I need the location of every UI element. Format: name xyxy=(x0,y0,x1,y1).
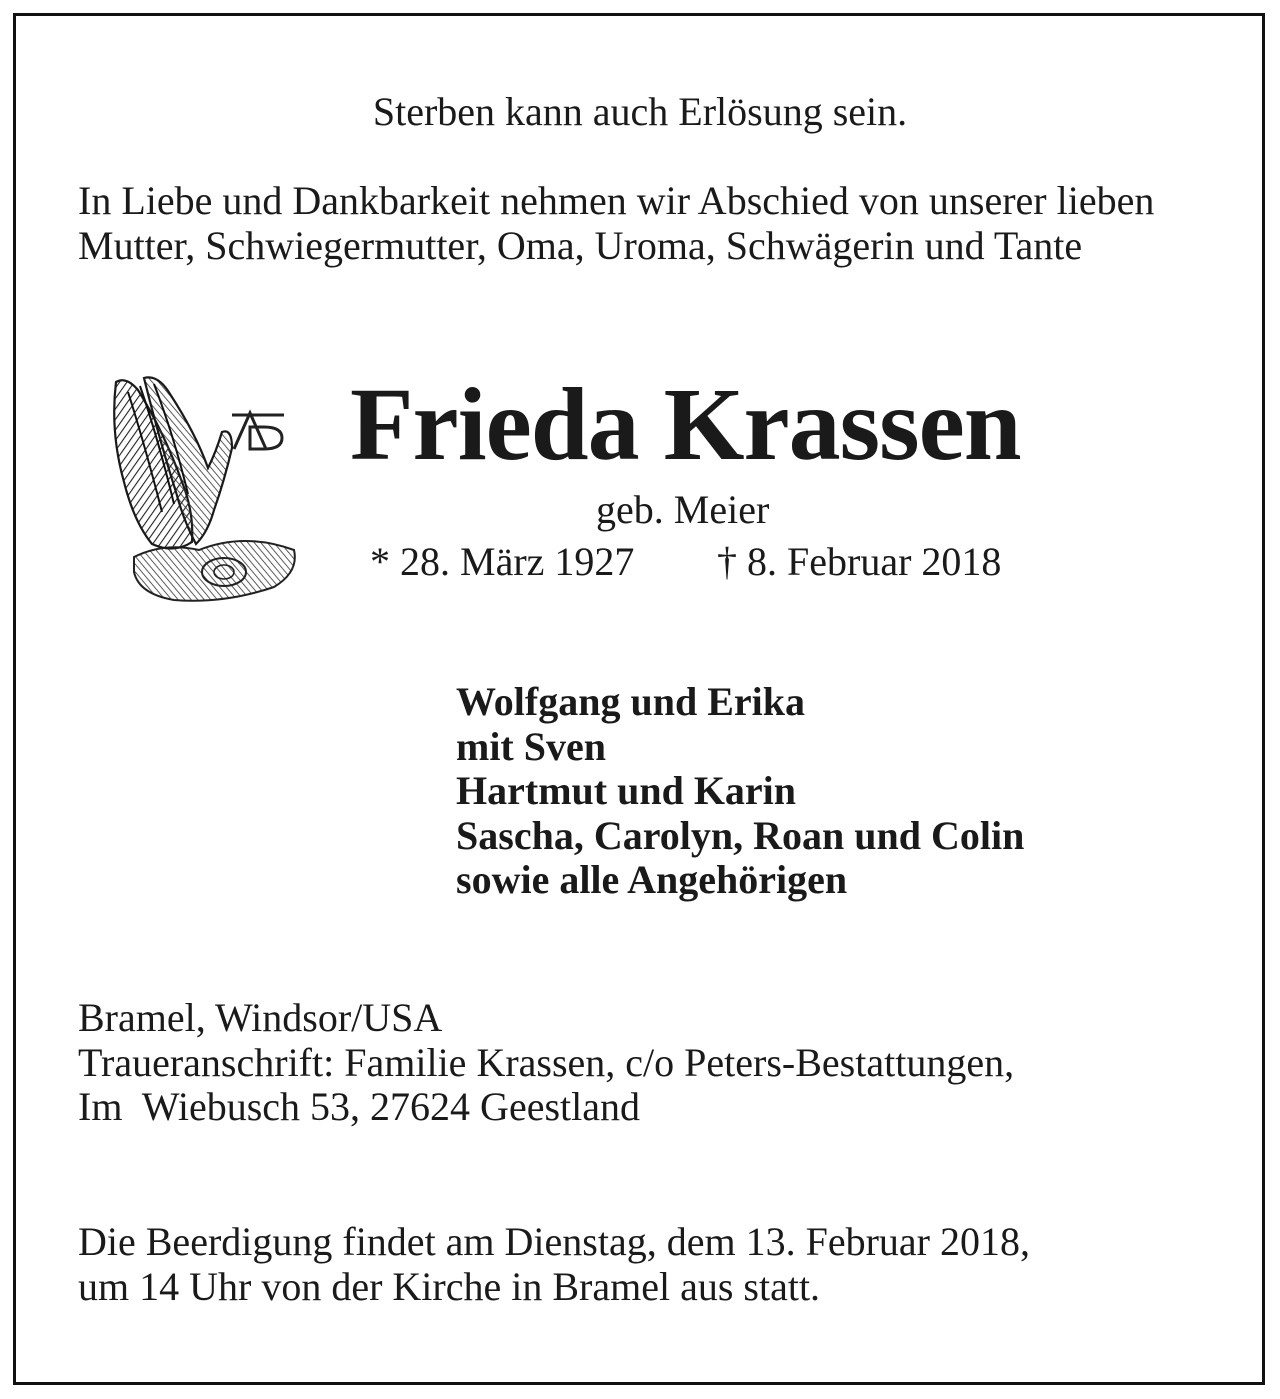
address-line: Traueranschrift: Familie Krassen, c/o Peters-Bestattungen, xyxy=(78,1039,1015,1085)
address-line: Im Wiebusch 53, 27624 Geestland xyxy=(78,1084,640,1129)
funeral-line: Die Beerdigung findet am Dienstag, dem 13. Februar 2018, xyxy=(78,1219,1030,1264)
places: Bramel, Windsor/USA xyxy=(78,995,443,1040)
birth-date: * 28. März 1927 xyxy=(370,539,635,584)
mourner-line: mit Sven xyxy=(456,723,606,769)
mourner-line: Wolfgang und Erika xyxy=(456,679,806,724)
intro-text xyxy=(78,178,1238,268)
mourning-address xyxy=(78,996,1014,1130)
maiden-name: geb. Meier xyxy=(596,487,770,532)
mourner-line: Sascha, Carolyn, Roan und Colin xyxy=(456,812,1025,858)
mourners-list xyxy=(456,680,1024,903)
funeral-info xyxy=(78,1220,1030,1309)
death-date: † 8. Februar 2018 xyxy=(717,539,1002,584)
motto: Sterben kann auch Erlösung sein. xyxy=(372,89,908,134)
mourner-line: sowie alle Angehörigen xyxy=(456,857,848,902)
deceased-name: Frieda Krassen xyxy=(350,367,1021,482)
durer-monogram-icon xyxy=(230,407,288,453)
intro-line: In Liebe und Dankbarkeit nehmen wir Abschied von unserer lieben xyxy=(78,178,1155,223)
funeral-line: um 14 Uhr von der Kirche in Bramel aus statt. xyxy=(78,1263,821,1309)
mourner-line: Hartmut und Karin xyxy=(456,768,797,813)
intro-line: Mutter, Schwiegermutter, Oma, Uroma, Schwägerin und Tante xyxy=(78,223,1083,268)
